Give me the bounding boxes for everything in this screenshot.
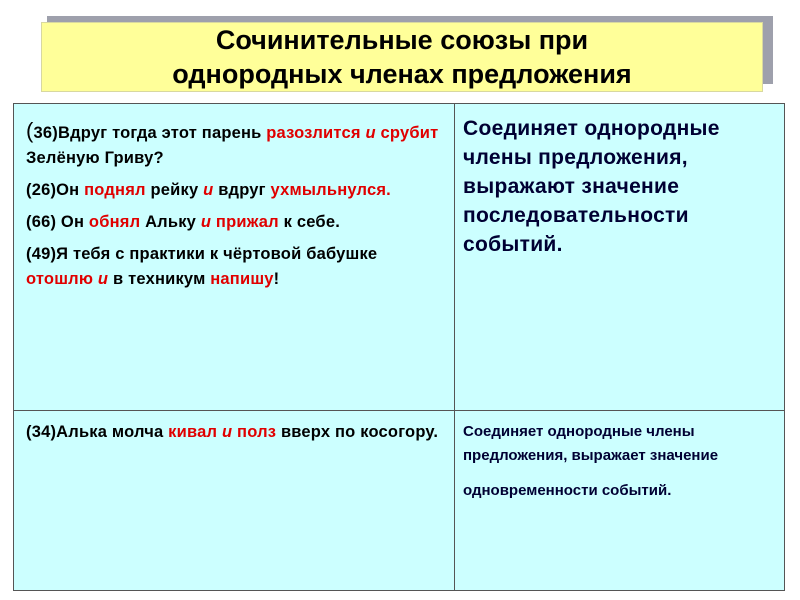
- verb-highlight: кивал: [168, 423, 218, 441]
- row1-meaning: Соединяет однородные члены предложения, выражают значение последовательности событий.: [463, 117, 720, 256]
- example-part: 36)Вдруг тогда этот парень: [33, 124, 267, 142]
- example-part: Зелёную Гриву?: [26, 149, 164, 167]
- row1-examples-cell: [26, 118, 446, 299]
- verb-highlight: поднял: [84, 181, 146, 199]
- verb-highlight: отошлю: [26, 270, 94, 288]
- row2-meaning-line2: одновременности событий.: [463, 482, 672, 499]
- open-paren: (: [26, 118, 34, 143]
- example-part: в техникум: [108, 270, 211, 288]
- example-36: [26, 118, 446, 171]
- verb-highlight: разозлится: [266, 124, 366, 142]
- conjunction-highlight: и: [200, 213, 216, 231]
- verb-highlight: срубит: [380, 124, 439, 142]
- conjunction-highlight: и: [217, 423, 233, 441]
- example-49: [26, 242, 446, 292]
- row2-meaning: [463, 420, 781, 503]
- conjunction-highlight: и: [93, 270, 109, 288]
- verb-highlight: полз: [232, 423, 277, 441]
- column-divider: [454, 104, 455, 590]
- row2-example-cell: [26, 420, 446, 452]
- example-part: вверх по косогору.: [276, 423, 439, 441]
- example-part: (26)Он: [26, 181, 85, 199]
- example-part: (34)Алька молча: [26, 423, 169, 441]
- example-part: (49)Я тебя с практики к чёртовой бабушке: [26, 245, 378, 263]
- title-line-2: однородных членах предложения: [172, 59, 632, 89]
- conjunction-highlight: и: [203, 181, 214, 199]
- title-box: [41, 22, 763, 92]
- example-26: [26, 178, 446, 203]
- example-66: [26, 210, 446, 235]
- row2-meaning-line1: Соединяет однородные члены предложения, выражает значение: [463, 423, 719, 464]
- example-34: [26, 420, 446, 445]
- conjunctions-table: [13, 103, 785, 591]
- example-part: !: [273, 270, 280, 288]
- example-part: к себе.: [278, 213, 340, 231]
- verb-highlight: напишу: [210, 270, 274, 288]
- title-line-1: Сочинительные союзы при: [215, 25, 589, 55]
- example-part: рейку: [145, 181, 204, 199]
- example-part: (66) Он: [26, 213, 89, 231]
- verb-highlight: прижал: [215, 213, 279, 231]
- verb-highlight: ухмыльнулся.: [270, 181, 391, 199]
- verb-highlight: обнял: [88, 213, 141, 231]
- example-part: Альку: [140, 213, 201, 231]
- conjunction-highlight: и: [365, 124, 381, 142]
- example-part: вдруг: [213, 181, 271, 199]
- row-divider: [14, 410, 784, 411]
